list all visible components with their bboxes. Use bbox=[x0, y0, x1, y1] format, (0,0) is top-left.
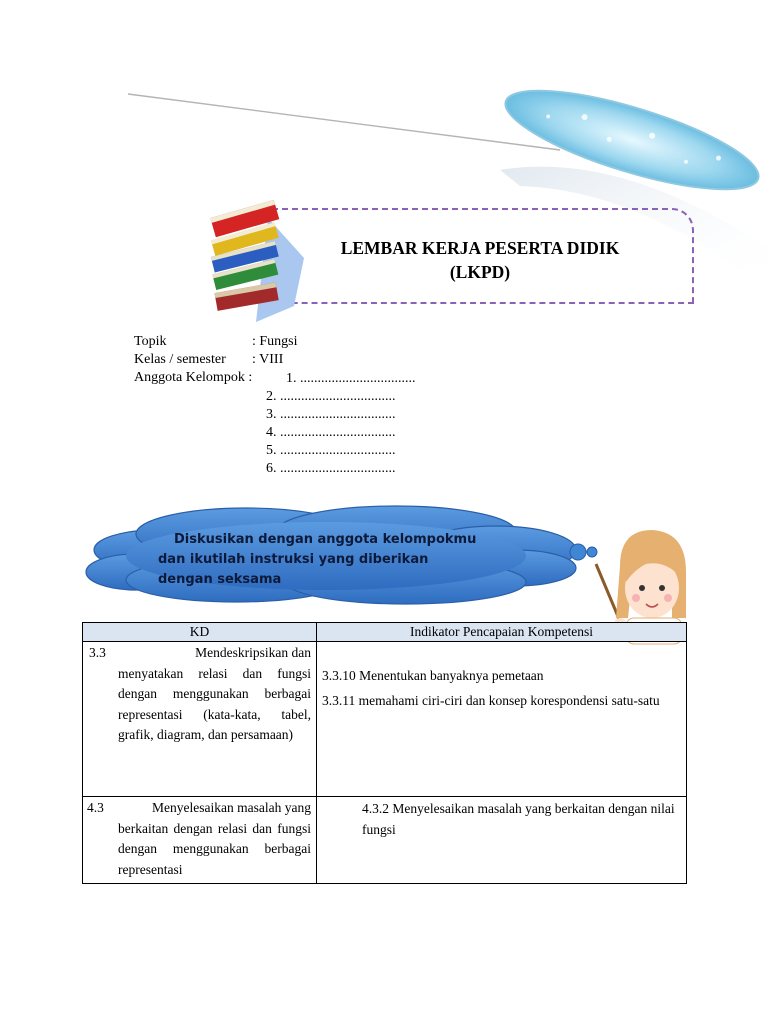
topik-value: : Fungsi bbox=[252, 334, 298, 349]
table-row bbox=[83, 642, 687, 797]
anggota-label: Anggota Kelompok : bbox=[134, 370, 253, 385]
member-line: 3. ................................. bbox=[266, 407, 396, 422]
member-line: 2. ................................. bbox=[266, 389, 396, 404]
title-line-2: (LKPD) bbox=[449, 262, 511, 282]
indicator-item: 3.3.10 Menentukan banyaknya pemetaan bbox=[322, 668, 544, 683]
indicator-item: 4.3.2 Menyelesaikan masalah yang berkaitan dengan nilai fungsi bbox=[362, 801, 675, 837]
kd-number: 4.3 bbox=[87, 800, 104, 815]
kd-header: KD bbox=[83, 623, 317, 642]
kd-cell bbox=[83, 797, 317, 884]
kelas-label: Kelas / semester bbox=[134, 352, 226, 367]
member-line: 6. ................................. bbox=[266, 461, 396, 476]
instruction-line-3: dengan seksama bbox=[158, 572, 282, 587]
indicator-item: 3.3.11 memahami ciri-ciri dan konsep korespondensi satu-satu bbox=[322, 693, 660, 708]
member-line: 5. ................................. bbox=[266, 443, 396, 458]
table-row bbox=[83, 797, 687, 884]
kelas-value: : VIII bbox=[252, 352, 284, 367]
kd-description: berkaitan dengan relasi dan fungsi dengan menggunakan berbagai representasi bbox=[118, 820, 311, 877]
identity-info bbox=[134, 333, 298, 387]
kd-first-line: Menyelesaikan masalah yang bbox=[152, 800, 311, 815]
instruction-line-1: Diskusikan dengan anggota kelompokmu bbox=[174, 532, 477, 547]
member-list bbox=[266, 371, 416, 478]
kd-number: 3.3 bbox=[89, 645, 106, 660]
competency-table bbox=[82, 622, 687, 884]
indicator-header: Indikator Pencapaian Kompetensi bbox=[317, 623, 687, 642]
title-line-1: LEMBAR KERJA PESERTA DIDIK bbox=[340, 238, 620, 258]
member-line: 4. ................................. bbox=[266, 425, 396, 440]
instruction-line-2: dan ikutilah instruksi yang diberikan bbox=[158, 552, 429, 567]
topik-label: Topik bbox=[134, 334, 167, 349]
indicator-cell bbox=[317, 642, 687, 797]
kd-first-line: Mendeskripsikan dan bbox=[195, 645, 311, 660]
indicator-cell bbox=[317, 797, 687, 884]
member-line: 1. ................................. bbox=[286, 371, 416, 386]
page-title bbox=[300, 236, 660, 284]
instruction-text bbox=[158, 530, 478, 590]
kd-description: menyatakan relasi dan fungsi dengan menggunakan berbagai representasi (kata-kata, tabel, grafik, diagram, dan persamaan) bbox=[118, 665, 311, 742]
table-header-row bbox=[83, 623, 687, 642]
kd-cell bbox=[83, 642, 317, 797]
